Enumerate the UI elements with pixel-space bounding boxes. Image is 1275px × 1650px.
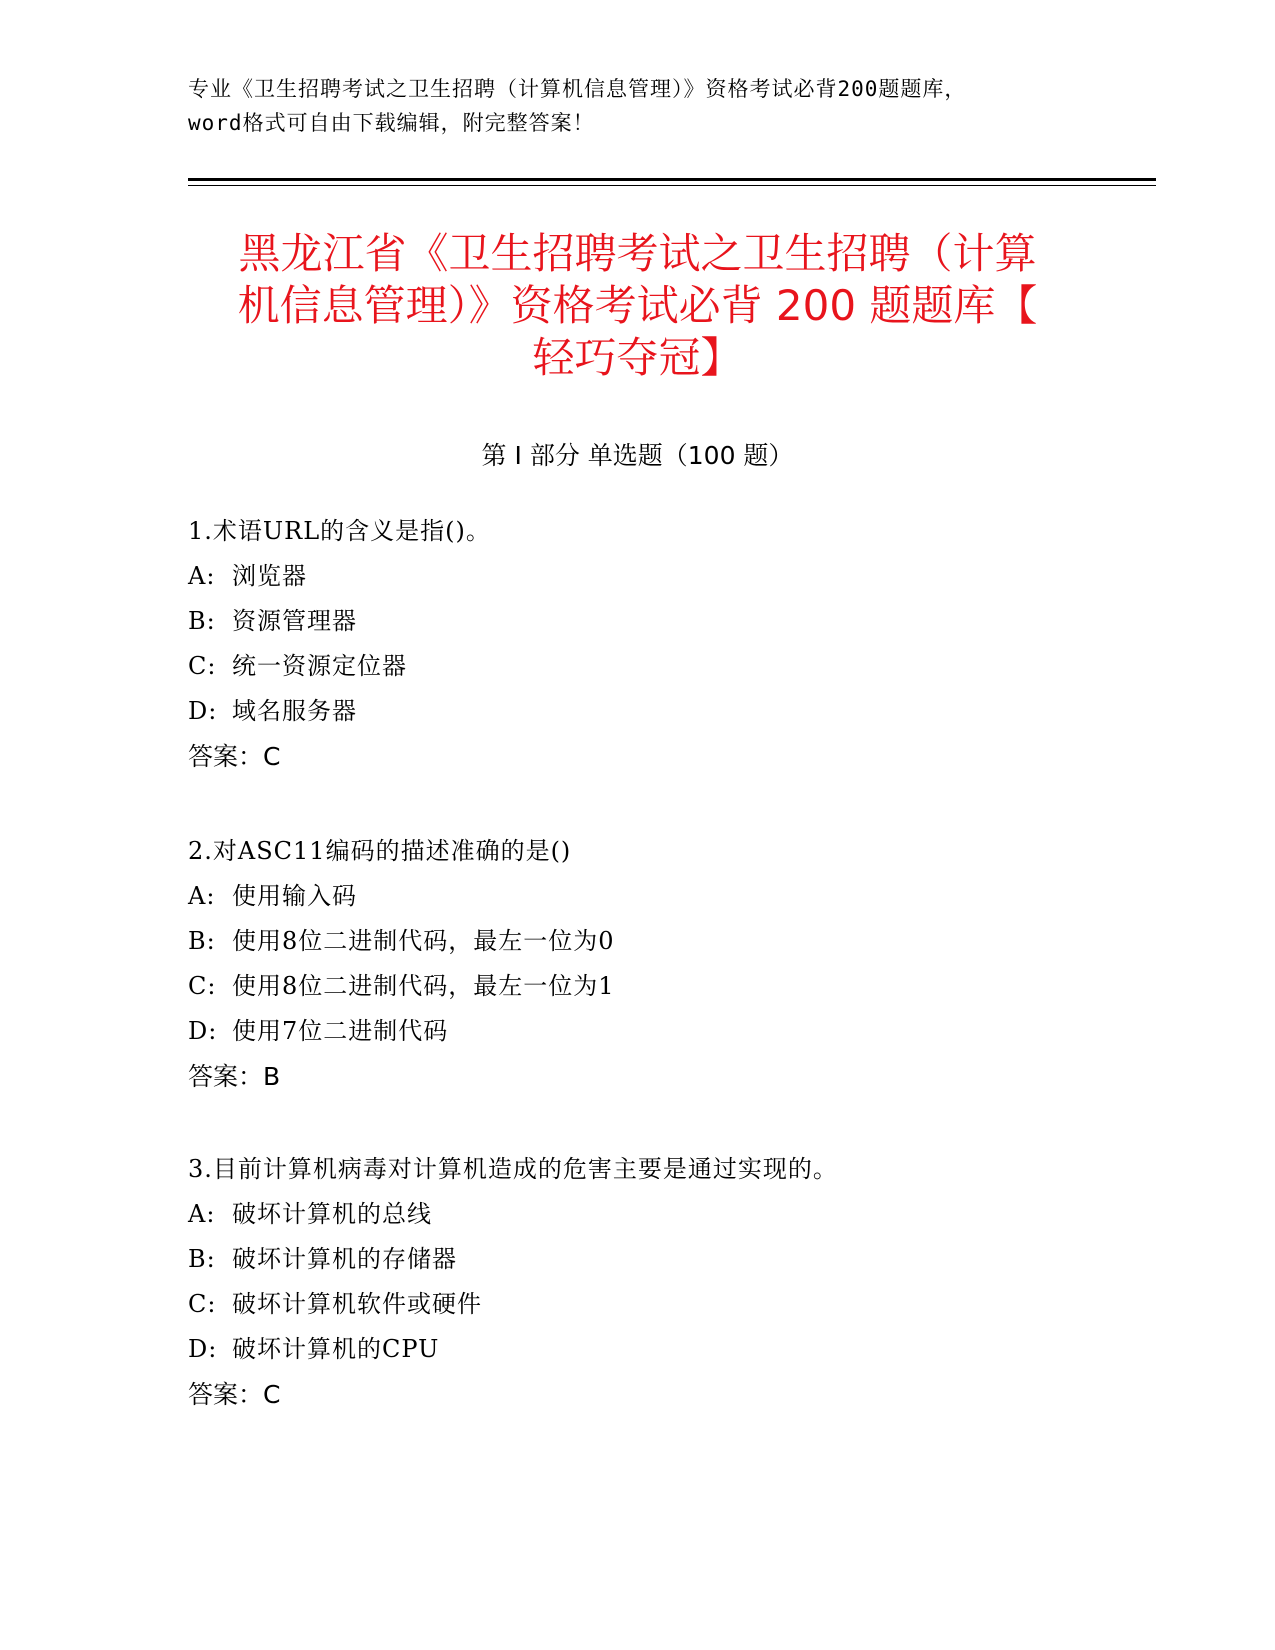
header-divider-thick: [188, 178, 1156, 181]
option-a: [188, 1192, 1138, 1237]
option-text: 域名服务器: [232, 697, 357, 725]
answer: 答案：B: [188, 1062, 281, 1091]
option-b: [188, 1237, 1138, 1282]
option-letter: D:: [188, 1335, 218, 1363]
option-letter: A:: [188, 1200, 216, 1228]
question-1: [188, 509, 1138, 779]
option-b: [188, 919, 1138, 964]
option-text: 使用7位二进制代码: [232, 1017, 449, 1045]
question-2: [188, 829, 1138, 1099]
header-note-line-2: word格式可自由下载编辑，附完整答案！: [188, 111, 595, 135]
option-text: 资源管理器: [232, 607, 357, 635]
question-text: 1.术语URL的含义是指()。: [188, 517, 491, 545]
option-letter: A:: [188, 882, 216, 910]
option-letter: B:: [188, 927, 216, 955]
option-text: 统一资源定位器: [232, 652, 407, 680]
header-note: [188, 72, 1088, 140]
option-text: 破坏计算机软件或硬件: [232, 1290, 482, 1318]
option-c: [188, 1282, 1138, 1327]
option-text: 破坏计算机的CPU: [232, 1335, 440, 1363]
title-line-3: 轻巧夺冠】: [532, 333, 743, 382]
option-a: [188, 554, 1138, 599]
option-letter: A:: [188, 562, 216, 590]
option-a: [188, 874, 1138, 919]
option-text: 破坏计算机的存储器: [232, 1245, 457, 1273]
option-text: 浏览器: [232, 562, 307, 590]
option-letter: D:: [188, 1017, 218, 1045]
title-line-2: 机信息管理）》资格考试必背 200 题题库【: [237, 281, 1038, 330]
option-d: [188, 1327, 1138, 1372]
option-letter: B:: [188, 607, 216, 635]
option-letter: C:: [188, 972, 217, 1000]
header-divider-thin: [188, 185, 1156, 186]
question-text: 3.目前计算机病毒对计算机造成的危害主要是通过实现的。: [188, 1155, 838, 1183]
answer: 答案：C: [188, 742, 281, 771]
option-letter: C:: [188, 652, 217, 680]
option-text: 使用8位二进制代码，最左一位为0: [232, 927, 615, 955]
answer: 答案：C: [188, 1380, 281, 1409]
option-text: 使用8位二进制代码，最左一位为1: [232, 972, 615, 1000]
option-b: [188, 599, 1138, 644]
section-title: 第 I 部分 单选题（100 题）: [481, 441, 794, 470]
document-title: [160, 228, 1115, 384]
option-d: [188, 1009, 1138, 1054]
title-line-1: 黑龙江省《卫生招聘考试之卫生招聘（计算: [238, 229, 1037, 278]
option-text: 破坏计算机的总线: [232, 1200, 432, 1228]
option-c: [188, 644, 1138, 689]
option-letter: B:: [188, 1245, 216, 1273]
option-text: 使用输入码: [232, 882, 357, 910]
option-letter: D:: [188, 697, 218, 725]
header-note-line-1: 专业《卫生招聘考试之卫生招聘（计算机信息管理）》资格考试必背200题题库，: [188, 77, 967, 101]
option-letter: C:: [188, 1290, 217, 1318]
option-c: [188, 964, 1138, 1009]
question-text: 2.对ASC11编码的描述准确的是(): [188, 837, 572, 865]
option-d: [188, 689, 1138, 734]
question-3: [188, 1147, 1138, 1417]
